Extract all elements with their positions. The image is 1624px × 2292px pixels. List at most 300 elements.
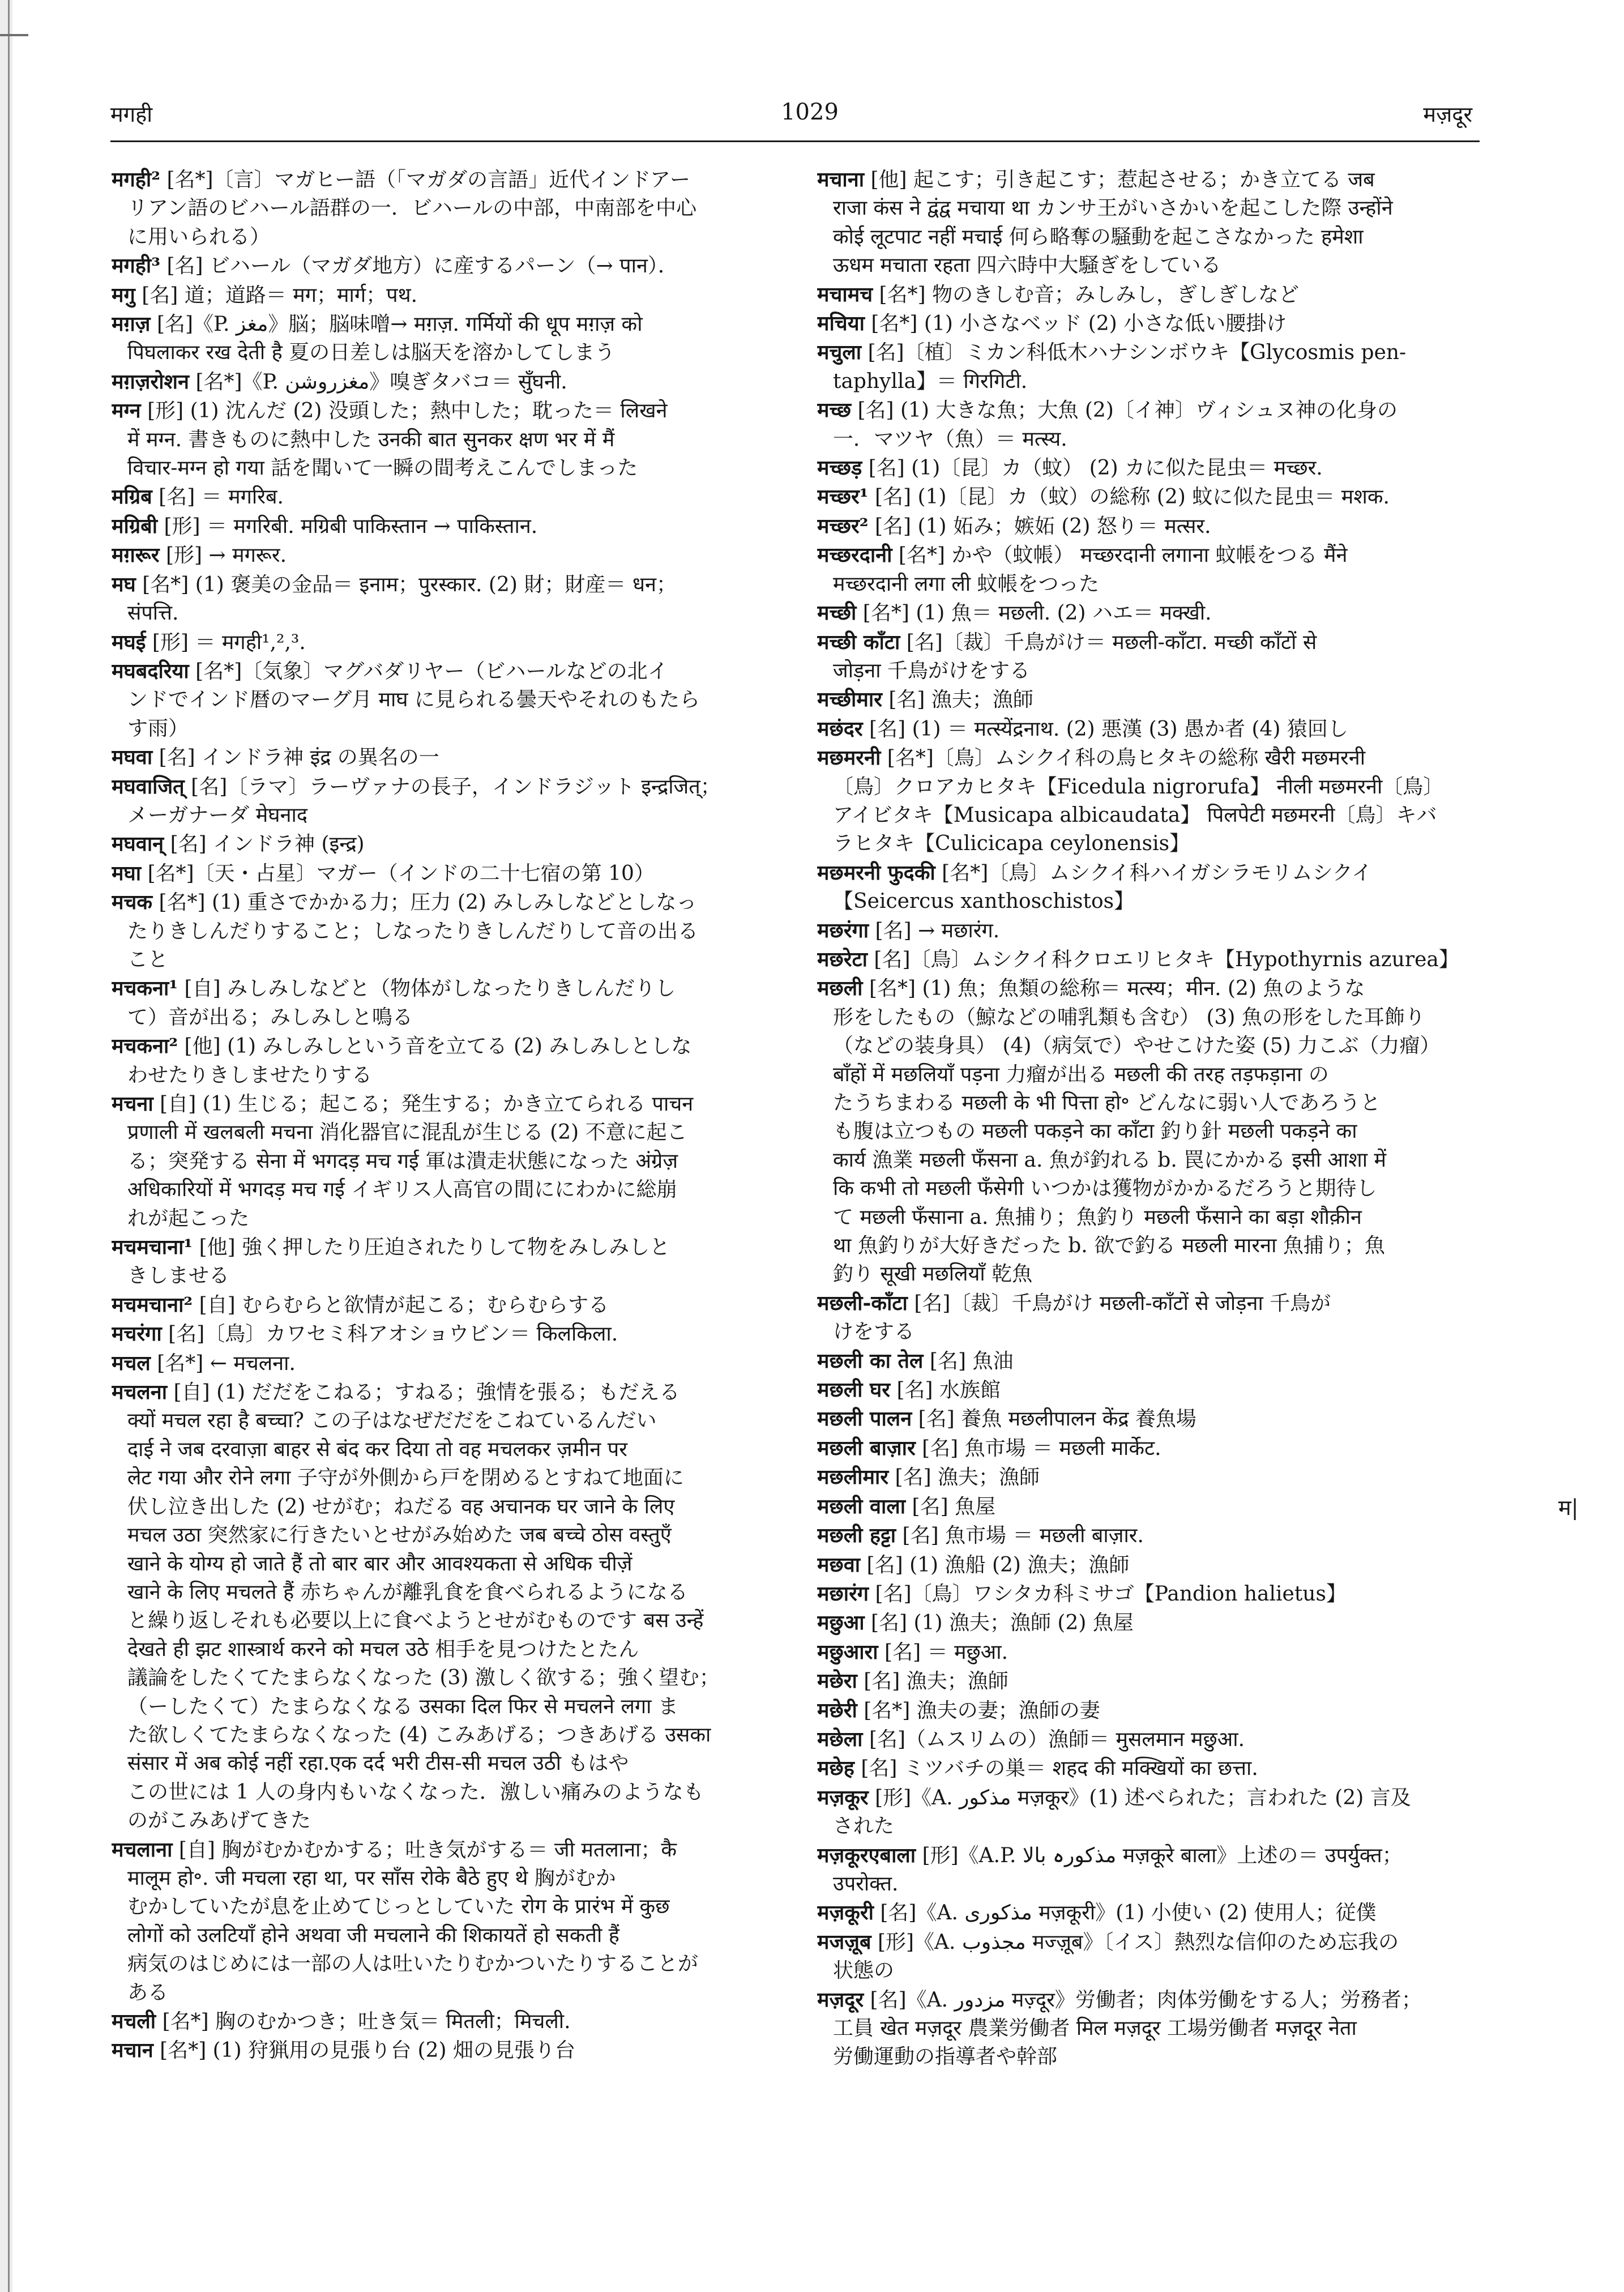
entry-line — [127, 946, 774, 974]
entry-line — [817, 916, 1480, 945]
dictionary-entry — [817, 338, 1480, 396]
entry-line — [817, 1608, 1480, 1637]
entry-text: [名] 養魚 मछलीपालन केंद्र 養魚場 — [912, 1407, 1196, 1431]
dictionary-entry — [112, 483, 774, 511]
dictionary-entry — [112, 657, 774, 743]
headword: मघबदरिया — [112, 659, 189, 683]
entry-text: [名] → मछारंग. — [869, 919, 1000, 942]
entry-line — [127, 1778, 774, 1807]
headword: मछुआ — [817, 1611, 865, 1635]
dictionary-entry — [112, 310, 774, 368]
entry-line — [833, 1812, 1480, 1841]
entry-line — [127, 1147, 774, 1176]
headword: मच्छी — [817, 601, 857, 625]
entry-line — [112, 396, 774, 425]
headword: मचलाना — [112, 1837, 173, 1862]
entry-line — [112, 657, 774, 686]
headword: मज़दूर — [817, 1987, 864, 2012]
dictionary-entry — [817, 280, 1480, 309]
entry-line — [833, 2043, 1480, 2071]
entry-text: [自] むらむらと欲情が起こる；むらむらする — [193, 1293, 609, 1317]
headword: मचमचाना¹ — [112, 1235, 193, 1260]
entry-line — [817, 541, 1480, 570]
entry-line — [817, 685, 1480, 714]
entry-text: कि कभी तो मछली फँसेगी いつかは獲物がかかるだろうと期待し — [833, 1177, 1377, 1201]
entry-line — [817, 1754, 1480, 1783]
entry-text: 釣り सूखी मछलियाँ 乾魚 — [833, 1262, 1033, 1286]
entry-line — [127, 1521, 774, 1550]
entry-text: [名]〔鳥〕ムシクイ科クロエリヒタキ【Hypothyrnis azurea】 — [867, 947, 1459, 971]
entry-text: た欲しくてたまらなくなった (4) こみあげる；つきあげる उसका — [127, 1723, 711, 1747]
entry-text: [名] 魚油 — [923, 1349, 1014, 1373]
entry-line — [833, 887, 1480, 916]
entry-text: 一．マツヤ（魚）＝ मत्स्य. — [833, 427, 1067, 451]
dictionary-entry — [817, 685, 1480, 714]
entry-text: [名*] ← मचलना. — [150, 1351, 296, 1375]
entry-line — [127, 1464, 774, 1492]
entry-line — [112, 830, 774, 859]
headword: मगही³ — [112, 254, 161, 278]
entry-line — [127, 339, 774, 367]
entry-line — [112, 628, 774, 657]
entry-line — [833, 570, 1480, 599]
entry-text: きしませる — [127, 1264, 230, 1288]
entry-line — [112, 743, 774, 772]
headword: मछली वाला — [817, 1494, 906, 1518]
entry-line — [112, 859, 774, 888]
dictionary-entry — [817, 1521, 1480, 1550]
entry-text: [名] 魚屋 — [905, 1495, 996, 1518]
entry-text: [自] (1) だだをこねる；すねる；強情を張る；もだえる — [167, 1381, 680, 1405]
header-rule — [110, 140, 1480, 142]
entry-text: 労働運動の指導者や幹部 — [833, 2045, 1058, 2069]
headword: मछंदर — [817, 716, 863, 741]
entry-line — [127, 1407, 774, 1435]
headword: मज़कूरएबाला — [817, 1843, 916, 1867]
binding-mark — [0, 34, 28, 36]
entry-line — [817, 338, 1480, 367]
headword: मचकना² — [112, 1034, 178, 1058]
dictionary-entry — [112, 1320, 774, 1348]
entry-text: [形]《A.P. مذکورہ بالا मज़कूरे बाला》上述の＝ उपर्युक्त； — [916, 1843, 1403, 1867]
entry-text: 議論をしたくてたまらなくなった (3) 激しく欲する；強く望む； — [127, 1666, 720, 1690]
entry-line — [127, 1061, 774, 1090]
entry-text: [形]《A. مذکور मज़कूर》(1) 述べられた；言われた (2) 言及 — [868, 1786, 1411, 1809]
entry-text: [名*]〔鳥〕ムシクイ科の鳥ヒタキの総称 खैरी मछमरनी — [881, 746, 1366, 770]
entry-text: विचार-मग्न हो गया 話を聞いて一瞬の間考えこんでしまった — [127, 456, 638, 480]
entry-line — [127, 686, 774, 714]
headword: मचमचाना² — [112, 1292, 193, 1317]
dictionary-entry — [817, 1347, 1480, 1376]
entry-text: こと — [127, 947, 169, 971]
headword: मचल — [112, 1351, 151, 1375]
dictionary-entry — [817, 309, 1480, 338]
entry-line — [833, 1318, 1480, 1346]
entry-line — [817, 1492, 1480, 1521]
headword: मछमरनी फुदकी — [817, 860, 935, 885]
dictionary-entry — [112, 830, 774, 859]
entry-text: す雨） — [127, 716, 189, 740]
page-number: 1029 — [781, 99, 839, 125]
entry-line — [127, 1550, 774, 1578]
entry-line — [112, 888, 774, 917]
entry-text: [他] (1) みしみしという音を立てる (2) みしみしとしな — [178, 1035, 692, 1058]
header-right-guide-word: मज़दूर — [1423, 102, 1472, 127]
headword: मछेला — [817, 1727, 863, 1751]
entry-text: て）音が出る；みしみしと鳴る — [127, 1005, 413, 1029]
entry-text: खाने के योग्य हो जाते हैं तो बार बार और आवश्यकता से अधिक चीज़ें — [127, 1552, 632, 1576]
dictionary-entry — [112, 1349, 774, 1378]
entry-line — [112, 1349, 774, 1378]
entry-line — [127, 599, 774, 628]
entry-text: [名] 漁夫；漁師 — [882, 688, 1033, 712]
entry-line — [127, 1721, 774, 1749]
entry-line — [127, 1922, 774, 1950]
entry-line — [112, 483, 774, 511]
entry-text: [名*]《P. مغزروشن》嗅ぎタバコ＝ सुँघनी. — [189, 370, 567, 394]
dictionary-entry — [817, 974, 1480, 1288]
headword: मछारंग — [817, 1581, 869, 1606]
entry-line — [817, 859, 1480, 887]
dictionary-entry — [817, 1638, 1480, 1667]
entry-line — [817, 744, 1480, 772]
entry-text: 形をしたもの（鯨などの哺乳類も含む） (3) 魚の形をした耳飾り — [833, 1005, 1425, 1029]
headword: मछरेटा — [817, 947, 867, 971]
entry-text: [形] ＝ मगरिबी. मग्रिबी पाकिस्तान → पाकिस्तान. — [157, 514, 538, 538]
entry-text: （ーしたくて）たまらなくなる उसका दिल फिर से मचलने लगा ま — [127, 1695, 678, 1718]
dictionary-entry — [112, 743, 774, 772]
headword: मछली हट्टा — [817, 1523, 896, 1548]
entry-line — [833, 1061, 1480, 1089]
dictionary-entry — [817, 1289, 1480, 1347]
entry-line — [112, 281, 774, 310]
entry-text: 〔鳥〕クロアカヒタキ【Ficedula nigrorufa】 नीली मछमरनी〔鳥〕 — [833, 775, 1444, 799]
dictionary-entry — [112, 1090, 774, 1233]
entry-text: [自] 胸がむかむかする；吐き気がする＝ जी मतलाना；कै — [172, 1838, 677, 1862]
headword: मज़कूरी — [817, 1901, 874, 1925]
dictionary-entry — [817, 1608, 1480, 1637]
headword: मछमरनी — [817, 746, 881, 770]
entry-text: ンドでインド暦のマーグ月 माघ に見られる曇天やそれのもたら — [127, 688, 700, 712]
entry-text: [名*] (1) 小さなベッド (2) 小さな低い腰掛け — [864, 312, 1287, 336]
entry-text: संसार में अब कोई नहीं रहा.एक दर्द भरी टीस-सी मचल उठी もはや — [127, 1752, 629, 1775]
dictionary-entry — [817, 916, 1480, 945]
entry-line — [817, 1347, 1480, 1376]
entry-text: [名*]〔気象〕マグバダリヤー（ビハールなどの北イ — [189, 659, 668, 683]
headword: मग्रिबी — [112, 514, 158, 538]
entry-line — [833, 657, 1480, 685]
entry-line — [833, 425, 1480, 454]
headword: मच्छड़ — [817, 456, 862, 480]
entry-line — [833, 1232, 1480, 1260]
header-left-guide-word: मगही — [110, 102, 153, 127]
headword: मछेरी — [817, 1698, 857, 1722]
headword: मच्छ — [817, 398, 852, 422]
entry-text: अधिकारियों में भगदड़ मच गई イギリス人高官の間ににわかに総崩 — [127, 1178, 677, 1202]
headword: मजज़ूब — [817, 1930, 871, 1954]
headword: मच्छर² — [817, 514, 869, 538]
entry-text: [形] ＝ मगही¹,²,³. — [146, 630, 306, 654]
entry-text: [名*] 漁夫の妻；漁師の妻 — [857, 1698, 1100, 1722]
dictionary-entry — [112, 1233, 774, 1291]
headword: मछलीमार — [817, 1465, 889, 1489]
entry-line — [817, 628, 1480, 657]
entry-line — [817, 715, 1480, 744]
dictionary-entry — [112, 772, 774, 830]
entry-text: [名] 水族館 — [890, 1378, 1001, 1402]
entry-line — [817, 1376, 1480, 1405]
entry-line — [817, 483, 1480, 511]
headword: मचरंगा — [112, 1322, 162, 1346]
entry-text: [名*]〔鳥〕ムシクイ科ハイガシラモリムシクイ — [935, 861, 1373, 885]
dictionary-entry — [817, 628, 1480, 686]
entry-text: [名]〔裁〕千鳥がけ＝ मछली-काँटा. मच्छी काँटों से — [900, 630, 1317, 654]
entry-text: れが起こった — [127, 1206, 250, 1230]
entry-text: と繰り返しそれも必要以上に食べようとせがむものです बस उन्हें — [127, 1609, 704, 1633]
dictionary-entry — [112, 888, 774, 974]
entry-line — [112, 165, 774, 194]
entry-text: [自] (1) 生じる；起こる；発生する；かき立てられる पाचन — [153, 1092, 694, 1116]
entry-line — [833, 2014, 1480, 2043]
entry-line — [817, 1667, 1480, 1696]
entry-line — [127, 1749, 774, 1778]
entry-text: [名] (1) 漁船 (2) 漁夫；漁師 — [860, 1553, 1130, 1577]
entry-text: 伏し泣き出した (2) せがむ；ねだる वह अचानक घर जाने के लिए — [127, 1495, 675, 1518]
entry-text: [名] ミツバチの巣＝ शहद की मक्खियों का छत्ता. — [854, 1757, 1258, 1781]
entry-line — [127, 1950, 774, 1978]
entry-line — [112, 1233, 774, 1262]
dictionary-entry — [817, 541, 1480, 599]
entry-line — [127, 801, 774, 830]
entry-line — [112, 1291, 774, 1320]
entry-text: この世には 1 人の身内もいなくなった．激しい痛みのようなも — [127, 1780, 704, 1804]
entry-text: क्यों मचल रहा है बच्चा? この子はなぜだだをこねているんだい — [127, 1409, 657, 1433]
entry-line — [817, 1580, 1480, 1608]
entry-line — [817, 309, 1480, 338]
headword: मछेरा — [817, 1669, 857, 1693]
entry-line — [112, 2007, 774, 2036]
entry-line — [127, 715, 774, 743]
dictionary-entry — [817, 1580, 1480, 1608]
headword: मचक — [112, 890, 153, 915]
entry-line — [127, 1864, 774, 1893]
entry-text: [名] 漁夫；漁師 — [857, 1670, 1008, 1693]
entry-text: [名*] (1) 褒美の金品＝ इनाम；पुरस्कार. (2) 財；財産＝ धन； — [135, 573, 677, 596]
binding-line — [8, 0, 10, 2292]
entry-line — [817, 1521, 1480, 1550]
entry-text: कार्य 漁業 मछली फँसना a. 魚が釣れる b. 罠にかかる इसी आशा में — [833, 1148, 1387, 1172]
dictionary-entry — [817, 1783, 1480, 1841]
dictionary-entry — [817, 599, 1480, 628]
entry-text: 状態の — [833, 1959, 895, 1983]
entry-line — [817, 945, 1480, 974]
entry-text: [名] ＝ मगरिब. — [152, 485, 284, 509]
headword: मछली — [817, 976, 863, 1001]
entry-line — [127, 917, 774, 946]
entry-text: [自] みしみしなどと（物体がしなったりきしんだりし — [178, 977, 676, 1001]
headword: मघा — [112, 861, 142, 885]
entry-line — [817, 1638, 1480, 1667]
entry-text: पिघलाकर रख देती है 夏の日差しは脳天を溶かしてしまう — [127, 341, 616, 365]
headword: मचिया — [817, 311, 865, 336]
entry-line — [112, 512, 774, 541]
entry-text: [名] (1) 大きな魚；大魚 (2)〔イ神〕ヴィシュヌ神の化身の — [851, 399, 1398, 422]
entry-line — [127, 1693, 774, 1721]
entry-text: [名*] (1) 重さでかかる力；圧力 (2) みしみしなどとしなっ — [152, 891, 697, 915]
entry-text: में मग्न. 書きものに熱中した उनकी बात सुनकर क्षण भर में मैं — [127, 428, 615, 451]
dictionary-entry — [112, 2036, 774, 2065]
headword: मगही² — [112, 168, 161, 191]
entry-line — [112, 368, 774, 396]
headword: मछली का तेल — [817, 1348, 924, 1373]
entry-text: taphylla】＝ गिरगिटी. — [833, 369, 1028, 393]
entry-line — [833, 1870, 1480, 1898]
entry-text: [名] (1) ＝ मत्स्येंद्रनाथ. (2) 悪漢 (3) 愚か者 (4) 猿回し — [862, 717, 1348, 741]
dictionary-entry — [817, 1841, 1480, 1899]
entry-text: [名*] (1) 魚＝ मछली. (2) ハエ＝ मक्खी. — [856, 601, 1212, 625]
dictionary-entry — [817, 1667, 1480, 1696]
headword: मचुला — [817, 340, 862, 365]
entry-text: [名]〔ラマ〕ラーヴァナの長子，インドラジット इन्द्रजित्； — [184, 775, 721, 799]
entry-text: [名] 魚市場 ＝ मछली बाज़ार. — [896, 1524, 1144, 1548]
entry-text: [名] (1) 妬み；嫉妬 (2) 怒り＝ मत्सर. — [868, 514, 1211, 538]
entry-line — [833, 1032, 1480, 1060]
entry-text: [名]《A. مزدور मज़्दूर》労働者；肉体労働をする人；労務者； — [864, 1988, 1422, 2012]
dictionary-entry — [112, 628, 774, 657]
entry-line — [817, 396, 1480, 425]
entry-text: [形] (1) 沈んだ (2) 没頭した；熱中した；耽った＝ लिखने — [140, 399, 668, 423]
entry-text: खाने के लिए मचलते हैं 赤ちゃんが離乳食を食べられるようになる — [127, 1580, 688, 1604]
headword: मछली-काँटा — [817, 1291, 908, 1315]
headword: मछरंगा — [817, 918, 869, 942]
entry-text: मचल उठा 突然家に行きたいとせがみ始めた जब बच्चे ठोस वस्तुएँ — [127, 1523, 672, 1547]
entry-line — [112, 1836, 774, 1864]
entry-line — [127, 1205, 774, 1233]
dictionary-entry — [817, 859, 1480, 916]
entry-line — [833, 773, 1480, 801]
dictionary-entry — [112, 859, 774, 888]
dictionary-entry — [817, 165, 1480, 280]
entry-text: [名] 魚市場 ＝ मछली मार्केट. — [915, 1436, 1161, 1460]
entry-line — [112, 310, 774, 339]
entry-text: 病気のはじめには一部の人は吐いたりむかついたりすることが — [127, 1952, 699, 1976]
entry-text: [他] 強く押したり圧迫されたりして物をみしみしと — [193, 1236, 670, 1260]
thumb-index: म| — [1558, 1495, 1579, 1520]
headword: मग्न — [112, 399, 141, 423]
dictionary-entry — [112, 1836, 774, 2007]
entry-text: [名] 道；道路＝ मग；मार्ग；पथ. — [135, 283, 418, 307]
entry-line — [817, 1841, 1480, 1870]
headword: मच्छीमार — [817, 688, 882, 712]
dictionary-entry — [112, 396, 774, 483]
entry-line — [833, 251, 1480, 280]
entry-line — [112, 974, 774, 1003]
dictionary-entry — [112, 1378, 774, 1836]
dictionary-entry — [817, 1725, 1480, 1754]
entry-text: संपत्ति. — [127, 601, 179, 625]
entry-line — [127, 1807, 774, 1835]
entry-text: जोड़ना 千鳥がけをする — [833, 659, 1031, 682]
entry-text: [形]《A. مجذوب मज्ज़ूब》〔イス〕熱烈な信仰のため忘我の — [871, 1930, 1399, 1954]
entry-line — [112, 1032, 774, 1061]
headword: मछवा — [817, 1552, 861, 1577]
entry-text: [名*] かや（蚊帳） मच्छरदानी लगाना 蚊帳をつる मैंने — [892, 544, 1348, 567]
headword: मग़ज़रोशन — [112, 369, 190, 394]
entry-line — [817, 165, 1480, 194]
entry-text: [名] ビハール（マガダ地方）に産するパーン（→ पान）． — [160, 254, 678, 278]
headword: मघई — [112, 630, 146, 654]
entry-text: ऊधम मचाता रहता 四六時中大騒ぎをしている — [833, 254, 1221, 278]
entry-text: [名] インドラ神 (इन्द्र) — [164, 833, 365, 856]
headword: मचली — [112, 2009, 156, 2033]
entry-text: も腹は立つもの मछली पकड़ने का काँटा 釣り針 मछली पकड़ने का — [833, 1120, 1357, 1143]
dictionary-entry — [817, 715, 1480, 744]
dictionary-entry — [817, 1754, 1480, 1783]
entry-line — [817, 1434, 1480, 1463]
entry-line — [833, 1957, 1480, 1985]
entry-text: [他] 起こす；引き起こす；惹起させる；かき立てる जब — [864, 168, 1375, 191]
entry-text: [名*] 胸のむかつき；吐き気＝ मितली；मिचली. — [156, 2010, 571, 2033]
entry-text: メーガナーダ मेघनाद — [127, 803, 307, 827]
entry-text: （などの装身具） (4)（病気で）やせこけた姿 (5) 力こぶ（力瘤） — [833, 1034, 1441, 1058]
dictionary-entry — [817, 744, 1480, 859]
entry-line — [833, 194, 1480, 223]
headword: मचना — [112, 1092, 153, 1116]
entry-line — [127, 223, 774, 251]
dictionary-entry — [817, 1434, 1480, 1463]
headword: मगु — [112, 283, 135, 307]
entry-text: दाई ने जब दरवाज़ा बाहर से बंद कर दिया तो वह मचलकर ज़मीन पर — [127, 1437, 627, 1461]
entry-text: [名] (1)〔昆〕カ（蚊） (2) カに似た昆虫＝ मच्छर. — [862, 456, 1323, 480]
entry-line — [112, 541, 774, 570]
headword: मघवान् — [112, 832, 164, 856]
entry-line — [817, 512, 1480, 541]
entry-text: [名] (1) 漁夫；漁師 (2) 魚屋 — [864, 1611, 1134, 1635]
entry-line — [817, 1463, 1480, 1492]
dictionary-entry — [112, 512, 774, 541]
entry-line — [127, 1262, 774, 1290]
headword: मज़कूर — [817, 1785, 869, 1809]
entry-text: [名] ＝ मछुआ. — [878, 1640, 1008, 1664]
entry-text: けをする — [833, 1320, 915, 1344]
entry-text: लेट गया और रोने लगा 子守が外側から戸を閉めるとすねて地面に — [127, 1466, 684, 1490]
entry-line — [833, 1089, 1480, 1117]
headword: मछली बाज़ार — [817, 1436, 916, 1460]
headword: मछुआरा — [817, 1640, 878, 1664]
entry-line — [817, 1551, 1480, 1580]
headword: मचलना — [112, 1380, 168, 1405]
entry-line — [112, 2036, 774, 2065]
entry-text: アイビタキ【Musicapa albicaudata】 पिलपेटी मछमरनी〔鳥〕キバ — [833, 803, 1437, 827]
entry-text: मच्छरदानी लगा ली 蚊帳をつった — [833, 572, 1100, 596]
entry-text: [名]〔鳥〕カワセミ科アオショウビン＝ किलकिला. — [161, 1322, 618, 1346]
entry-line — [833, 1260, 1480, 1288]
dictionary-entry — [112, 974, 774, 1032]
entry-line — [833, 830, 1480, 858]
headword: मघवाजित् — [112, 774, 185, 799]
entry-line — [817, 1725, 1480, 1754]
dictionary-entry — [817, 396, 1480, 454]
dictionary-entry — [112, 1032, 774, 1090]
entry-text: [名]〔鳥〕ワシタカ科ミサゴ【Pandion halietus】 — [869, 1582, 1347, 1606]
entry-text: था 魚釣りが大好きだった b. 欲で釣る मछली मारना 魚捕り；魚 — [833, 1234, 1385, 1258]
entry-text: लोगों को उलटियाँ होने अथवा जी मचलाने की शिकायतें हो सकती हैं — [127, 1923, 619, 1947]
headword: मग़रूर — [112, 543, 160, 567]
entry-line — [112, 1320, 774, 1348]
dictionary-entry — [817, 1898, 1480, 1927]
headword: मचान — [112, 2038, 153, 2063]
entry-text: प्रणाली में खलबली मचना 消化器官に混乱が生じる (2) 不意に起こ — [127, 1121, 687, 1145]
